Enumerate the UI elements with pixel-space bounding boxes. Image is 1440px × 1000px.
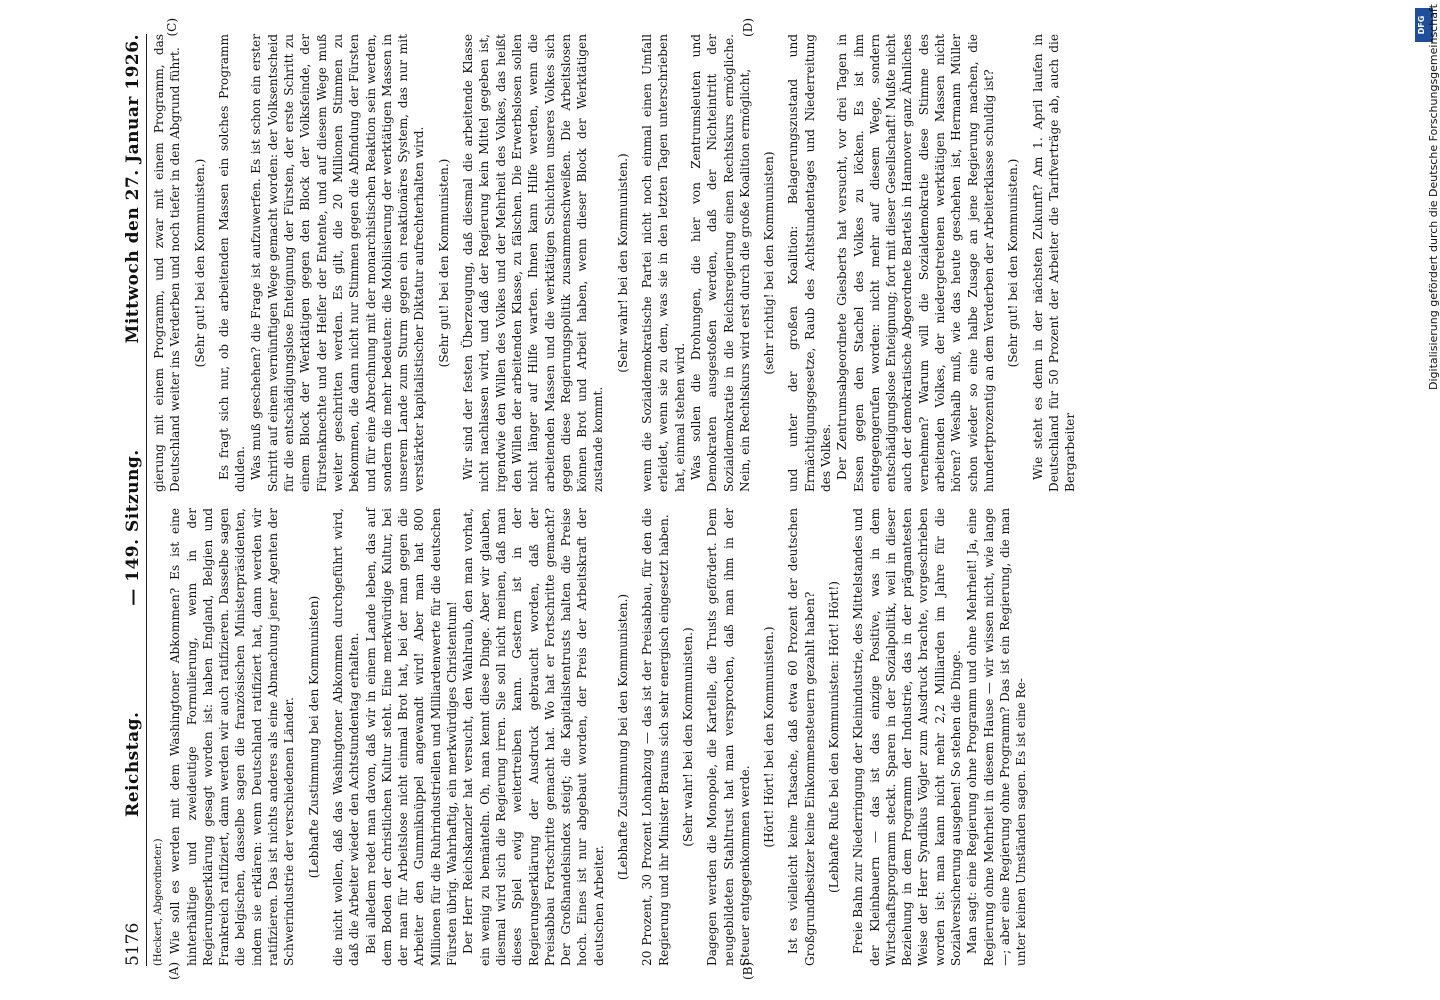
interjection: (Lebhafte Zustimmung bei den Kommunisten.)	[616, 593, 631, 881]
interjection: (Sehr gut! bei den Kommunisten.)	[1006, 158, 1021, 368]
paragraph: Freie Bahn zur Niederringung der Kleinindustrie, des Mittelstandes und der Kleinbauern — das ist das einzige Positive, was in dem Wirtschaftsprogramm steckt. Sparen in der Sozialpolitik, weil in dieser Beziehung in dem Programm der Industrie, das in der prägnantesten Weise der Herr Syndikus Vögler zum Ausdruck brachte, vorgeschrieben worden ist: man kann nicht mehr 2,2 Milliarden im Jahre für die Sozialversicherung ausgeben! So stehen die Dinge.	[851, 508, 964, 966]
paragraph: Man sagt: eine Regierung ohne Programm und ohne Mehrheit! Ja, eine Regierung ohne Mehrheit in diesem Hause — wir wissen nicht, wie lange —; aber eine Regierung ohne Programm? Das ist ein Regierung, die man unter keinen Umständen sagen. Es ist eine Re-	[965, 508, 1029, 966]
speaker-line: (Heckert, Abgeordneter.)	[153, 838, 164, 966]
paragraph: wenn die Sozialdemokratische Partei nicht noch einmal einen Umfall erleidet, wenn sie zu dem, was sie in den letzten Tagen unterschrieben hat, einmal stehen wird.	[640, 34, 687, 492]
session-date: Mittwoch den 27. Januar 1926.	[123, 34, 143, 344]
interjection: (Lebhafte Zustimmung bei den Kommunisten)	[306, 595, 321, 879]
paragraph: Dagegen werden die Monopole, die Kartelle, die Trusts gefördert. Dem neugebildeten Stahltrust hat man versprochen, daß man ihm in der Steuer entgegenkommen werde.	[705, 508, 752, 966]
interjection: (sehr richtig! bei den Kommunisten)	[762, 151, 777, 375]
paragraph: Es fragt sich nur, ob die arbeitenden Massen ein solches Programm dulden.	[216, 34, 248, 492]
paragraph: Was muß geschehen? die Frage ist aufzuwerfen. Es ist schon ein erster Schritt auf einem vernünftigen Wege gemacht worden: der Volksentscheid für die entschädigungslose Enteignung der Fürsten, der erste Schritt zu einem Block der Werktätigen gegen den Block der Volksfeinde, der Fürstenknechte und der Helfer der Entente, und auf diesem Wege muß weiter geschritten werden. Es gilt, die 20 Millionen Stimmen zu bekommen, die dann nicht nur Stimmen gegen die Abfindung der Fürsten und für eine Abrechnung mit der monarchistischen Reaktion sein werden, sondern die mehr bedeuten: die Mobilisierung der werktätigen Massen in unserem Lande zum Sturm gegen ein reaktionäres System, das nur mit verstärkter kapitalistischer Diktatur aufrechterhalten wird.	[249, 34, 427, 492]
paragraph: Der Herr Reichskanzler hat versucht, den Wahlraub, den man vorhat, ein wenig zu bemänteln. Oh, man kennt diese Dinge. Aber wir glauben, diesmal wird sich die Regierung irren. Sie soll nicht meinen, daß man dieses Spiel ewig weitertreiben kann. Gestern ist in der Regierungserklärung der Ausdruck gebraucht worden, daß der Preisabbau Fortschritte gemacht hat. Wo hat er Fortschritte gemacht? Der Großhandelsindex steigt; die Kapitalistentrusts halten die Preise hoch. Eines ist nur abgebaut worden, der Preis der Arbeitskraft der deutschen Arbeiter.	[461, 508, 606, 966]
right-column	[151, 34, 1321, 492]
interjection: (Sehr gut! bei den Kommunisten.)	[436, 158, 451, 368]
text-columns	[151, 18, 1321, 980]
paragraph: und unter der großen Koalition: Belagerungszustand und Ermächtigungsgesetze, Raub des Achtstundentages und Niederreitung des Volkes.	[786, 34, 833, 492]
paragraph: Wir sind der festen Überzeugung, daß diesmal die arbeitende Klasse nicht nachlassen wird, und daß der Regierung kein Mittel gegeben ist, irgendwie den Willen des Volkes und der Mehrheit des Volkes, das heißt den Willen der arbeitenden Klasse, zu fälschen. Die Erwerbslosen sollen nicht länger auf Hilfe warten. Ihnen kann Hilfe werden, wenn die arbeitenden Massen und die werktätigen Schichten unseres Volkes sich gegen diese Regierungspolitik zusammenschweißen. Die Arbeitslosen können Brot und Arbeit haben, wenn dieser Block der Werktätigen zustande kommt.	[461, 34, 606, 492]
dfg-logo-text: DFG	[1417, 15, 1426, 35]
paragraph: Wie steht es denn in der nächsten Zukunft? Am 1. April laufen in Deutschland für 50 Prozent der Arbeiter die Tarifverträge ab, auch die Bergarbeiter	[1030, 34, 1078, 492]
session-label: — 149. Sitzung.	[123, 449, 143, 606]
paragraph: Wie soll es werden mit dem Washingtoner Abkommen? Es ist eine hinterhältige und zweideutige Formulierung, wenn in der Regierungserklärung gesagt worden ist: haben England, Belgien und Frankreich ratifiziert, dann werden wir auch ratifizieren. Dasselbe sagen die belgischen, dasselbe sagen die französischen Ministerpräsidenten, indem sie erklären: wenn Deutschland ratifiziert hat, dann werden wir ratifizieren. Das ist nichts anderes als eine Abmachung jener Agenten der Schwerindustrie der verschiedenen Länder.	[168, 508, 297, 966]
paragraph: gierung mit einem Programm, und zwar mit einem Programm, das Deutschland weiter ins Verderben und noch tiefer in den Abgrund führt.	[152, 34, 183, 492]
margin-letter-b: (B)	[741, 961, 755, 980]
paragraph: Ist es vielleicht keine Tatsache, daß etwa 60 Prozent der deutschen Großgrundbesitzer keine Einkommensteuern gezahlt haben?	[786, 508, 817, 966]
paragraph: Was sollen die Drohungen, die hier von Zentrumsleuten und Demokraten ausgestoßen werden, daß der Nichteintritt der Sozialdemokratie in die Reichsregierung einen Rechtskurs ermögliche. Nein, ein Rechtskurs wird erst durch die große Koalition ermöglicht,	[688, 34, 752, 492]
interjection: (Sehr gut! bei den Kommunisten.)	[192, 158, 207, 368]
publication-title: Reichstag.	[123, 711, 143, 817]
interjection: (Sehr wahr! bei den Kommunisten.)	[680, 627, 695, 847]
margin-letter-a: (A)	[167, 961, 181, 980]
margin-letter-c: (C)	[165, 18, 179, 37]
paragraph: Der Zentrumsabgeordnete Giesberts hat versucht, vor drei Tagen in Essen gegen den Stachel des Volkes zu löcken. Es ist ihm entgegengerufen worden: nicht mehr auf diesem Wege, sondern entschädigungslose Enteignung; fort mit dieser Gesellschaft! Mußte nicht auch der demokratische Abgeordnete Bartels in Hannover ganz Ähnliches vernehmen? Warum will die Sozialdemokratie diese Stimme des arbeitenden Volkes, der niedergetretenen werktätigen Massen nicht hören? Weshalb muß, wie das heute geschehen ist, Hermann Müller schon wieder so eine halbe Zusage an jene Regierung machen, die hundertprozentig an dem Verderben der Arbeiterklasse schuldig ist?	[835, 34, 996, 492]
interjection: (Lebhafte Rufe bei den Kommunisten: Hört! Hört!)	[826, 580, 841, 894]
left-column	[151, 508, 1321, 966]
margin-letter-d: (D)	[741, 18, 755, 37]
interjection: (Hört! Hört! bei den Kommunisten.)	[762, 626, 777, 848]
paragraph: 20 Prozent, 30 Prozent Lohnabzug — das ist der Preisabbau, für den die Regierung und ihr Minister Brauns sich sehr energisch eingesetzt haben.	[640, 508, 671, 966]
funding-credit-text: Digitalisierung gefördert durch die Deutsche Forschungsgemeinschaft	[1427, 4, 1440, 390]
interjection: (Sehr wahr! bei den Kommunisten.)	[615, 153, 630, 373]
page-number: 5176	[123, 922, 143, 966]
paragraph: die nicht wollen, daß das Washingtoner Abkommen durchgeführt wird, daß die Arbeiter wieder den Achtstundentag erhalten.	[330, 508, 362, 966]
paragraph: Bei alledem redet man davon, daß wir in einem Lande leben, das auf dem Boden der christlichen Kultur steht. Eine merkwürdige Kultur, bei der man für Arbeitslose nicht einmal Brot hat, bei der man gegen die Arbeiter den Gummiknüppel angewandt wird! Aber man hat 800 Millionen für die Ruhrindustriellen und Milliardenwerte für die deutschen Fürsten übrig. Wahrhaftig, ein merkwürdiges Christentum!	[363, 508, 460, 966]
page-header	[123, 34, 147, 966]
document-page	[115, 20, 1345, 980]
